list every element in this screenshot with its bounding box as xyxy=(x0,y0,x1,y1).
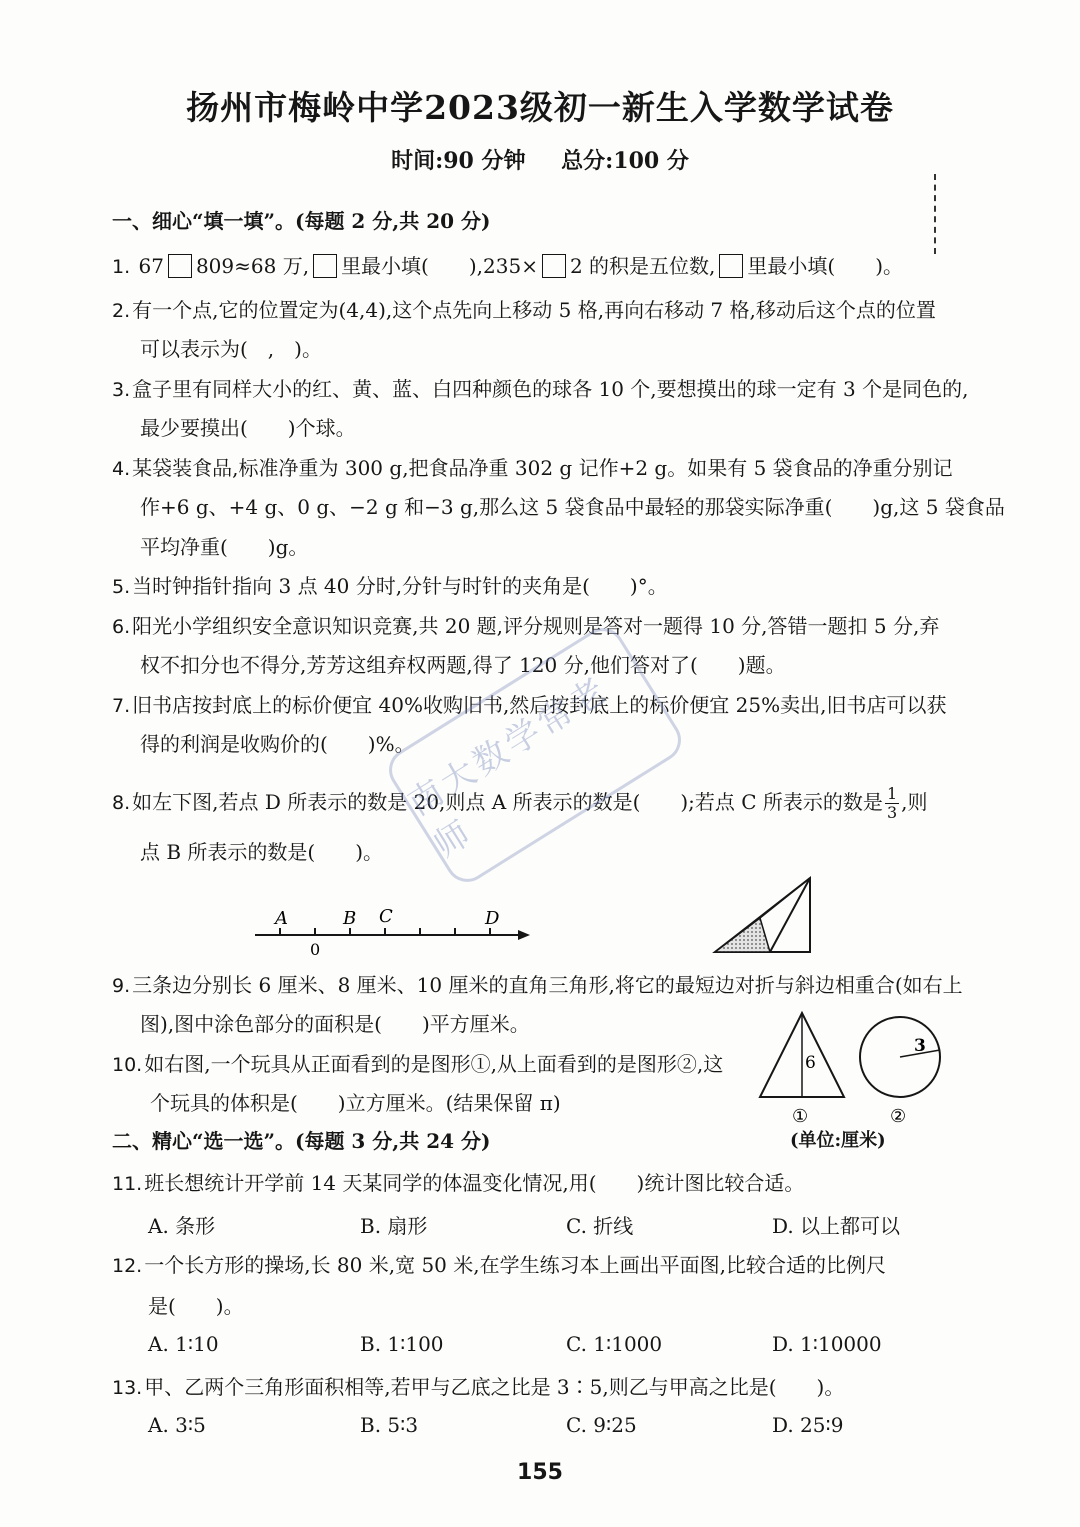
choice-b: B. 5∶3 xyxy=(360,1413,419,1437)
choice-a: A. 条形 xyxy=(148,1214,216,1238)
radius-label: 3 xyxy=(914,1036,926,1056)
watermark-text: 南大数学常老师 xyxy=(401,669,616,866)
choice-a: A. 3∶5 xyxy=(148,1413,206,1437)
question-2-line-2: 可以表示为( , )。 xyxy=(140,337,322,361)
question-13: 13. 甲、乙两个三角形面积相等,若甲与乙底之比是 3∶5,则乙与甲高之比是( )。 xyxy=(112,1375,845,1399)
answer-box xyxy=(168,254,192,278)
section-heading-choice: 二、精心“选一选”。(每题 3 分,共 24 分) xyxy=(112,1129,491,1153)
choice-c: C. 9∶25 xyxy=(566,1413,637,1437)
exam-time: 时间:90 分钟 xyxy=(391,148,526,174)
label-zero: 0 xyxy=(310,940,321,959)
fraction: $\frac{1}{3}$ xyxy=(886,784,898,822)
question-number: 6. xyxy=(112,616,131,638)
question-3-line-2: 最少要摸出( )个球。 xyxy=(140,416,356,440)
number-line-figure xyxy=(250,900,540,960)
question-number: 10. xyxy=(112,1054,143,1076)
choice-d: D. 以上都可以 xyxy=(772,1214,901,1238)
question-10-line-2: 个玩具的体积是( )立方厘米。(结果保留 π) xyxy=(150,1091,561,1115)
question-number: 1. xyxy=(112,256,131,278)
answer-box xyxy=(719,254,743,278)
question-number: 3. xyxy=(112,379,131,401)
label-A: A xyxy=(275,908,288,929)
question-number: 13. xyxy=(112,1377,143,1399)
exam-total-score: 总分:100 分 xyxy=(561,148,689,174)
view-label-1: ① xyxy=(792,1106,809,1127)
label-B: B xyxy=(343,908,357,929)
question-6-line-2: 权不扣分也不得分,芳芳这组弃权两题,得了 120 分,他们答对了( )题。 xyxy=(140,653,786,677)
question-2: 2. 有一个点,它的位置定为(4,4),这个点先向上移动 5 格,再向右移动 7 格,移动后这个点的位置 xyxy=(112,298,936,322)
question-6: 6. 阳光小学组织安全意识知识竞赛,共 20 题,评分规则是答对一题得 10 分,答错一题扣 5 分,弃 xyxy=(112,614,940,638)
answer-box xyxy=(542,254,566,278)
question-number: 5. xyxy=(112,576,131,598)
page-number: 155 xyxy=(517,1460,563,1485)
choice-d: D. 25∶9 xyxy=(772,1413,844,1437)
page-title: 扬州市梅岭中学2023级初一新生入学数学试卷 xyxy=(186,88,894,127)
binding-margin-mark xyxy=(928,174,936,254)
question-4-line-2: 作+6 g、+4 g、0 g、−2 g 和−3 g,那么这 5 袋食品中最轻的那袋实际净重( )g,这 5 袋食品 xyxy=(140,495,1005,519)
question-1: 1. 67 809≈68 万, 里最小填( ),235× 2 的积是五位数, 里最小填( )。 xyxy=(112,254,904,278)
choice-c: C. 折线 xyxy=(566,1214,634,1238)
question-4-line-3: 平均净重( )g。 xyxy=(140,535,309,559)
question-5: 5. 当时钟指针指向 3 点 40 分时,分针与时针的夹角是( )°。 xyxy=(112,574,668,598)
question-number: 8. xyxy=(112,792,131,814)
question-number: 9. xyxy=(112,975,131,997)
height-label: 6 xyxy=(805,1053,816,1073)
question-7: 7. 旧书店按封底上的标价便宜 40%收购旧书,然后按封底上的标价便宜 25%卖出,旧书店可以获 xyxy=(112,693,947,717)
toy-views-figure xyxy=(750,1005,950,1130)
arrow-icon xyxy=(518,930,530,940)
folded-triangle-figure xyxy=(710,870,820,960)
choice-d: D. 1∶10000 xyxy=(772,1332,882,1356)
question-number: 7. xyxy=(112,695,131,717)
question-4: 4. 某袋装食品,标准净重为 300 g,把食品净重 302 g 记作+2 g。如果有 5 袋食品的净重分别记 xyxy=(112,456,953,480)
choice-b: B. 1∶100 xyxy=(360,1332,444,1356)
section-heading-fill: 一、细心“填一填”。(每题 2 分,共 20 分) xyxy=(112,209,491,233)
choice-b: B. 扇形 xyxy=(360,1214,428,1238)
question-number: 11. xyxy=(112,1173,143,1195)
question-11: 11. 班长想统计开学前 14 天某同学的体温变化情况,用( )统计图比较合适。 xyxy=(112,1171,805,1195)
question-number: 12. xyxy=(112,1255,143,1277)
exam-info xyxy=(0,144,1080,175)
choice-a: A. 1∶10 xyxy=(148,1332,219,1356)
question-12: 12. 一个长方形的操场,长 80 米,宽 50 米,在学生练习本上画出平面图,比较合适的比例尺 xyxy=(112,1253,886,1277)
question-8: 8. 如左下图,若点 D 所表示的数是 20,则点 A 所表示的数是( );若点 C 所表示的数是 $\frac{1}{3}$ ,则 xyxy=(112,784,928,822)
shaded-region xyxy=(715,918,770,952)
label-C: C xyxy=(379,906,393,927)
fold-line xyxy=(770,878,810,952)
question-7-line-2: 得的利润是收购价的( )%。 xyxy=(140,732,415,756)
question-3: 3. 盒子里有同样大小的红、黄、蓝、白四种颜色的球各 10 个,要想摸出的球一定有 3 个是同色的, xyxy=(112,377,969,401)
folded-edge xyxy=(760,878,810,918)
question-12-line-2: 是( )。 xyxy=(148,1294,244,1318)
label-D: D xyxy=(485,908,500,929)
question-8-line-2: 点 B 所表示的数是( )。 xyxy=(140,840,384,864)
question-9: 9. 三条边分别长 6 厘米、8 厘米、10 厘米的直角三角形,将它的最短边对折与斜边相重合(如右上 xyxy=(112,973,963,997)
question-10: 10. 如右图,一个玩具从正面看到的是图形①,从上面看到的是图形②,这 xyxy=(112,1052,724,1076)
question-number: 2. xyxy=(112,300,131,322)
view-label-2: ② xyxy=(890,1106,907,1127)
answer-box xyxy=(313,254,337,278)
question-9-line-2: 图),图中涂色部分的面积是( )平方厘米。 xyxy=(140,1012,530,1036)
unit-note: (单位:厘米) xyxy=(790,1130,886,1151)
choice-c: C. 1∶1000 xyxy=(566,1332,663,1356)
question-number: 4. xyxy=(112,458,131,480)
